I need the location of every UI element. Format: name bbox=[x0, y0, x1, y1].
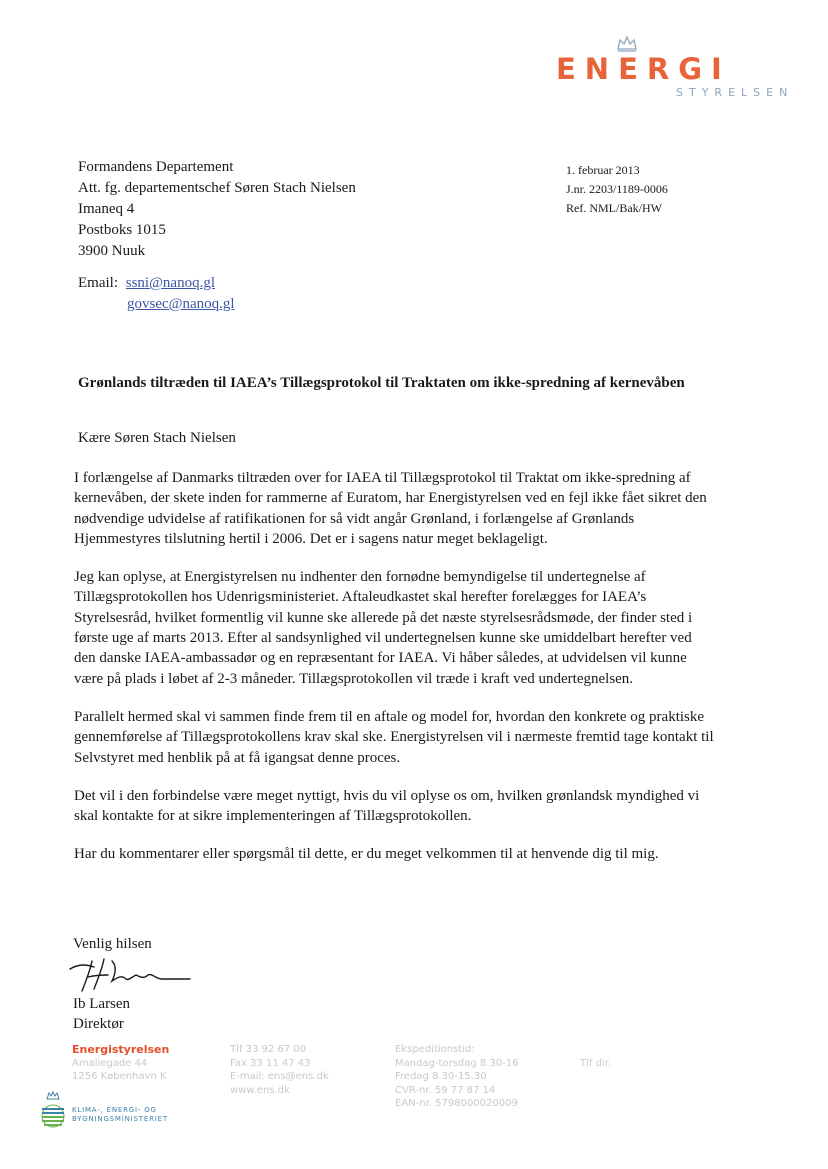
footer-address bbox=[72, 1043, 169, 1084]
recipient-line: 3900 Nuuk bbox=[78, 243, 146, 259]
footer-line: Amaliegade 44 bbox=[72, 1057, 148, 1069]
recipient-address bbox=[78, 157, 356, 262]
email-link-govsec[interactable]: govsec@nanoq.gl bbox=[127, 296, 235, 312]
footer-phone: Tlf 33 92 67 00 bbox=[230, 1044, 307, 1055]
recipient-line: Att. fg. departementschef Søren Stach Nielsen bbox=[78, 180, 356, 196]
logo-subtitle: STYRELSEN bbox=[676, 86, 794, 99]
footer-line: Mandag-torsdag 8.30-16 bbox=[395, 1057, 519, 1069]
journal-number: J.nr. 2203/1189-0006 bbox=[566, 182, 668, 196]
footer-line: EAN-nr. 5798000020009 bbox=[395, 1098, 518, 1110]
ministry-name bbox=[72, 1106, 168, 1123]
recipient-line: Imaneq 4 bbox=[78, 201, 135, 217]
paragraph: Det vil i den forbindelse være meget nyttigt, hvis du vil oplyse os om, hvilken grønlandsk myndighed vi skal kontakte for at sikre implementeringen af Tillægsprotokollen. bbox=[74, 787, 700, 825]
ministry-line: KLIMA-, ENERGI- OG bbox=[72, 1106, 157, 1114]
footer-direct-phone bbox=[580, 1043, 611, 1071]
letter-date: 1. februar 2013 bbox=[566, 163, 640, 177]
footer-contact bbox=[230, 1043, 329, 1097]
footer-line: CVR-nr. 59 77 87 14 bbox=[395, 1084, 496, 1096]
paragraph: Parallelt hermed skal vi sammen finde frem til en aftale og model for, hvordan den konkrete og praktiske gennemførelse af Tillægsprotokollens krav skal ske. Energistyrelsen vil i nærmeste fremtid tage kontakt til Selvstyret med henblik på at få igangsat denne proces. bbox=[74, 708, 714, 766]
footer-email: E-mail: ens@ens.dk bbox=[230, 1071, 329, 1083]
logo-wordmark: ENERGI bbox=[556, 52, 731, 86]
footer-line: 1256 København K bbox=[72, 1071, 167, 1083]
footer-org-name: Energistyrelsen bbox=[72, 1043, 170, 1056]
email-link-ssni[interactable]: ssni@nanoq.gl bbox=[125, 275, 215, 291]
footer-line: Tlf dir. bbox=[580, 1058, 612, 1069]
crown-icon bbox=[616, 34, 638, 52]
reference: Ref. NML/Bak/HW bbox=[566, 201, 662, 215]
letter-meta bbox=[566, 161, 668, 218]
letter-subject: Grønlands tiltræden til IAEA’s Tillægsprotokol til Traktaten om ikke-spredning af kernevåben bbox=[78, 375, 685, 391]
recipient-line: Formandens Departement bbox=[78, 159, 234, 175]
energistyrelsen-logo bbox=[556, 34, 806, 104]
ministry-emblem-icon bbox=[38, 1090, 68, 1132]
footer-fax: Fax 33 11 47 43 bbox=[230, 1057, 311, 1069]
email-block bbox=[78, 273, 235, 315]
footer-website: www.ens.dk bbox=[230, 1084, 290, 1096]
paragraph: Har du kommentarer eller spørgsmål til dette, er du meget velkommen til at henvende dig til mig. bbox=[74, 846, 659, 863]
closing: Venlig hilsen bbox=[73, 936, 152, 952]
footer-hours bbox=[395, 1043, 519, 1111]
signer-block bbox=[73, 994, 130, 1034]
handwritten-signature bbox=[66, 955, 196, 995]
recipient-line: Postboks 1015 bbox=[78, 222, 166, 238]
paragraph: Jeg kan oplyse, at Energistyrelsen nu indhenter den fornødne bemyndigelse til undertegnelse af Tillægsprotokollen hos Udenrigsministeriet. Aftaleudkastet skal herefter forelægges for IAEA’s Styrelsesråd, hvilket formentlig vil kunne ske allerede på det næste styrelsesrådsmøde, der finder sted i første uge af marts 2013. Efter al sandsynlighed vil undertegnelsen kunne ske umiddelbart herefter ved den danske IAEA-ambassadør og en repræsentant for IAEA. Vi håber således, at udvidelsen vil kunne være på plads i løbet af 2-3 måneder. Tillægsprotokollen vil træde i kraft ved undertegnelsen. bbox=[74, 569, 693, 687]
footer-line: Ekspeditionstid: bbox=[395, 1044, 475, 1055]
ministry-line: BYGNINGSMINISTERIET bbox=[72, 1114, 168, 1123]
footer-line: Fredag 8.30-15.30 bbox=[395, 1071, 487, 1083]
letter-body bbox=[74, 468, 714, 883]
paragraph: I forlængelse af Danmarks tiltræden over for IAEA til Tillægsprotokol til Traktat om ikke-spredning af kernevåben, der skete inden for rammerne af Euratom, har Energistyrelsen ved en fejl ikke fået sikret den nødvendige udvidelse af ratifikationen for så vidt angår Grønland, i forlængelse af Grønlands Hjemmestyres tilslutning hertil i 2006. Det er i sagens natur meget beklageligt. bbox=[74, 470, 707, 547]
signer-title: Direktør bbox=[73, 1016, 124, 1032]
salutation: Kære Søren Stach Nielsen bbox=[78, 430, 236, 446]
signer-name: Ib Larsen bbox=[73, 996, 131, 1012]
email-label: Email: bbox=[78, 275, 118, 291]
